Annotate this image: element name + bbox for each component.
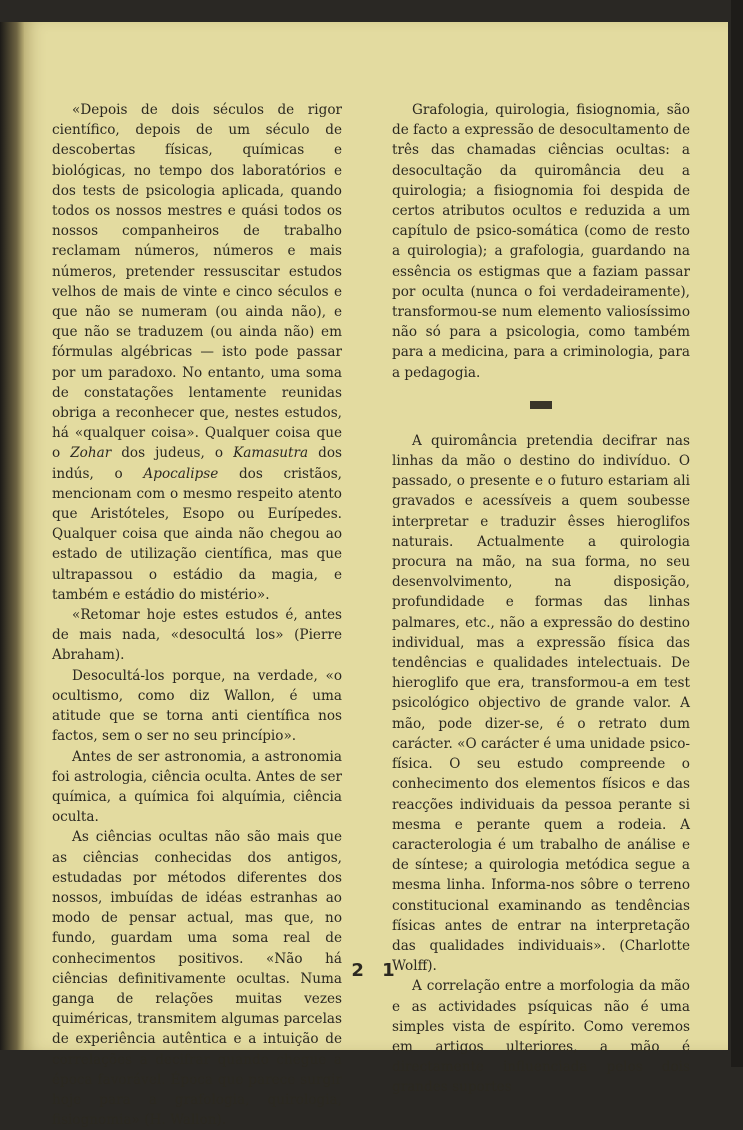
book-page <box>24 22 728 1129</box>
page-number: 2 1 <box>351 960 401 981</box>
italic-title: Zohar <box>70 445 112 462</box>
right-column <box>392 100 690 1098</box>
paragraph: Desocultá-los porque, na verdade, «o ocultismo, como diz Wallon, é uma atitude que se torna anti científica nos factos, sem o ser no seu princípio». <box>52 667 342 745</box>
book-gutter-shadow <box>0 22 24 1050</box>
paragraph: A correlação entre a morfologia da mão e as actividades psíquicas não é uma simples vista de espírito. Como veremos em artigos ulteriores, a mão é directamente influenciada pelos dois grandes suportes <box>392 978 690 1096</box>
paragraph: As ciências ocultas não são mais que as ciências conhecidas dos antigos, estudadas por métodos diferentes dos nossos, imbuídas de idéas estranhas ao modo de pensar actual, mas que, no fundo, guardam uma soma real de conhecimentos positivos. «Não há ciências definitivamente ocultas. Numa ganga de relações muitas vezes quiméricas, transmitem algumas parcelas de experiência autêntica e a intuição de correlações a decifrar quando chegue a época favorável. Época que parece surgir hoje para a grafologia, quirologia, fisiognomia» (H. Wallon). <box>52 829 342 1129</box>
text-run: dos cristãos, mencionam com o mesmo respeito atento que Aristóteles, Esopo ou Eurípedes. Qualquer coisa que ainda não chegou ao estado de utilização científica, mas que ultrapassou o estádio da magia, e também e estádio do mistério». <box>52 465 342 603</box>
paragraph: «Retomar hoje estes estudos é, antes de mais nada, «desocultá los» (Pierre Abraham). <box>52 607 342 664</box>
paragraph: A quiromância pretendia decifrar nas linhas da mão o destino do indivíduo. O passado, o presente e o futuro estariam ali gravados e acessíveis a quem soubesse interpretar e traduzir êsses hieroglifos naturais. Actualmente a quirologia procura na mão, na sua forma, no seu desenvolvimento, na disposição, profundidade e formas das linhas palmares, etc., não a expressão do destino individual, mas a expressão física das tendências e qualidades intelectuais. De hieroglifo que era, transformou-a em test psicológico objectivo de grande valor. A mão, pode dizer-se, é o retrato dum carácter. «O carácter é uma unidade psico-física. O seu estudo compreende o conhecimento dos elementos físicos e das reacções individuais da pessoa perante si mesma e perante quem a rodeia. A caracterologia é um trabalho de análise e de síntese; a quirologia metódica segue a mesma linha. Informa-nos sôbre o terreno constitucional examinando as tendências físicas antes de entrar na interpretação das qualidades individuais». (Charlotte Wolff). <box>392 432 690 975</box>
italic-title: Apocalipse <box>143 465 219 482</box>
italic-title: Kamasutra <box>233 445 309 462</box>
text-run: dos indús, o <box>52 445 342 482</box>
paragraph <box>52 100 342 605</box>
dark-border <box>731 0 743 1067</box>
paragraph: Grafologia, quirologia, fisiognomia, são de facto a expressão de desocultamento de três das chamadas ciências ocultas: a desocultação da quiromância deu a quirologia; a fisiognomia foi despida de certos atributos ocultos e reduzida a um capítulo de psico-somática (como de resto a quirologia); a grafologia, guardando na essência os estigmas que a faziam passar por oculta (nunca o foi verdadeiramente), transformou-se num elemento valiosíssimo não só para a psicologia, como também para a medicina, para a criminologia, para a pedagogia. <box>392 102 690 381</box>
section-divider-ornament <box>530 401 552 409</box>
paragraph: Antes de ser astronomia, a astronomia foi astrologia, ciência oculta. Antes de ser química, a química foi alquímia, ciência oculta. <box>52 748 342 826</box>
text-run: dos judeus, o <box>111 445 234 462</box>
text-run: «Depois de dois séculos de rigor científico, depois de um século de descobertas físicas, químicas e biológicas, no tempo dos laboratórios e dos tests de psicologia aplicada, quando todos os nossos mestres e quási todos os nossos companheiros de trabalho reclamam números, números e mais números, pretender ressuscitar estudos velhos de mais de vinte e cinco séculos e que não se numeram (ou ainda não), e que não se traduzem (ou ainda não) em fórmulas algébricas — isto pode passar por um paradoxo. No entanto, uma soma de constatações lentamente reunidas obriga a reconhecer que, nestes estudos, há «qualquer coisa». Qualquer coisa que o <box>52 102 342 462</box>
